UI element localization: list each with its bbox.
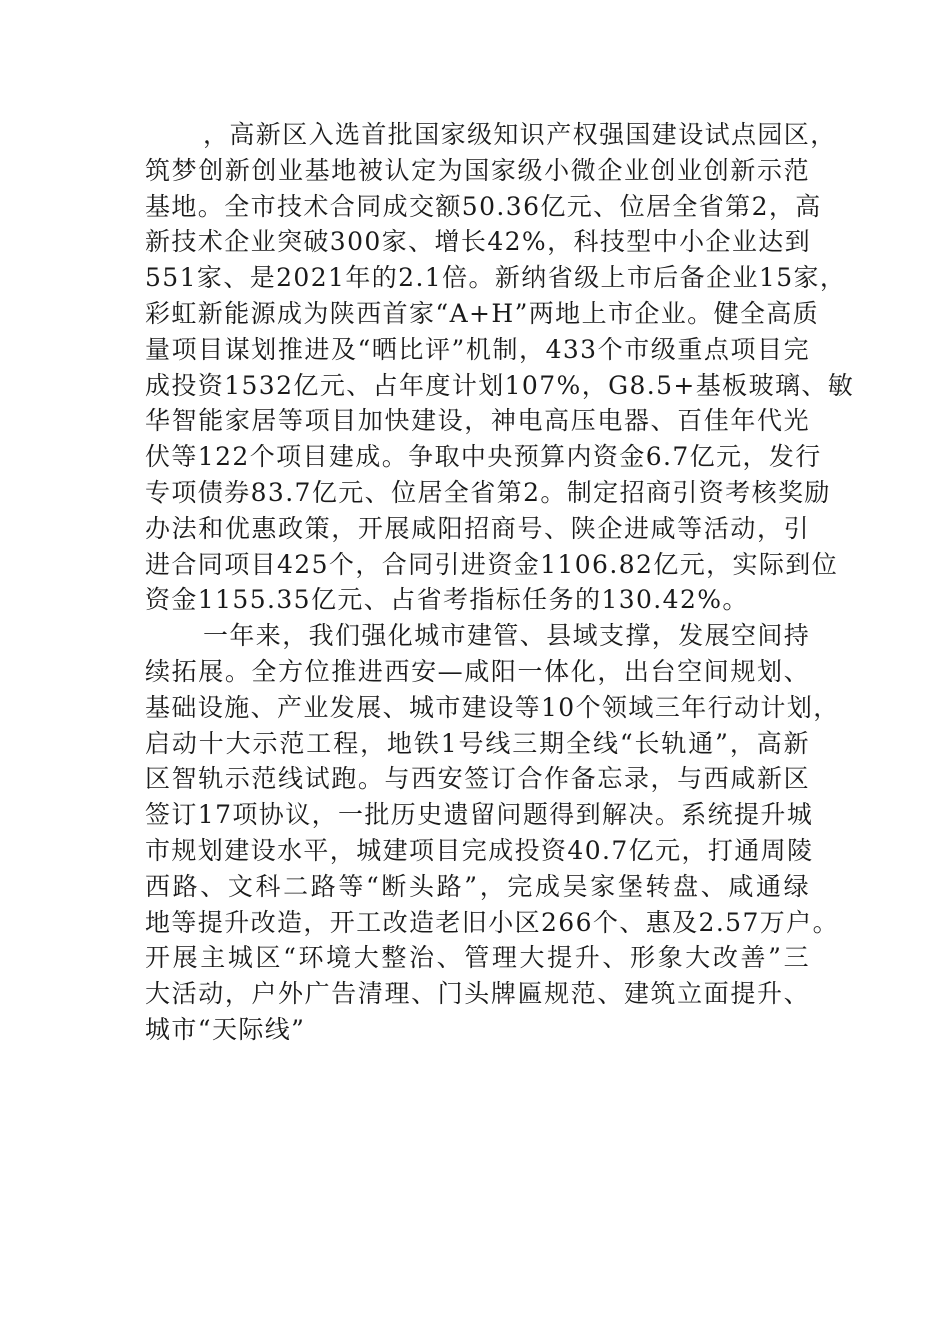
document-body xyxy=(145,117,855,1048)
text-line: 专项债券83.7亿元、位居全省第2。制定招商引资考核奖励 xyxy=(145,477,831,507)
paragraph-2 xyxy=(145,618,840,1048)
text-line: 开展主城区“环境大整治、管理大提升、形象大改善”三 xyxy=(145,943,810,973)
text-line: 区智轨示范线试跑。与西安签订合作备忘录，与西咸新区 xyxy=(145,764,810,794)
text-line: 地等提升改造，开工改造老旧小区266个、惠及2.57万户。 xyxy=(145,907,839,937)
text-line: 资金1155.35亿元、占省考指标任务的130.42%。 xyxy=(145,585,749,615)
text-line: 成投资1532亿元、占年度计划107%，G8.5+基板玻璃、敏 xyxy=(145,370,855,400)
text-line: ，高新区入选首批国家级知识产权强国建设试点园区， xyxy=(203,120,837,149)
text-line: 大活动，户外广告清理、门头牌匾规范、建筑立面提升、 xyxy=(145,979,810,1009)
text-line: 新技术企业突破300家、增长42%，科技型中小企业达到 xyxy=(145,227,812,257)
text-line: 签订17项协议，一批历史遗留问题得到解决。系统提升城 xyxy=(145,800,814,830)
text-line: 筑梦创新创业基地被认定为国家级小微企业创业创新示范 xyxy=(145,155,810,185)
text-line: 量项目谋划推进及“晒比评”机制，433个市级重点项目完 xyxy=(145,334,810,364)
text-line: 华智能家居等项目加快建设，神电高压电器、百佳年代光 xyxy=(145,406,810,436)
text-line: 彩虹新能源成为陕西首家“A+H”两地上市企业。健全高质 xyxy=(145,298,820,328)
text-line: 西路、文科二路等“断头路”，完成吴家堡转盘、咸通绿 xyxy=(145,871,810,901)
text-line: 伏等122个项目建成。争取中央预算内资金6.7亿元，发行 xyxy=(145,442,822,472)
text-line: 一年来，我们强化城市建管、县域支撑，发展空间持 xyxy=(203,621,811,651)
text-line: 市规划建设水平，城建项目完成投资40.7亿元，打通周陵 xyxy=(145,835,814,865)
text-line: 续拓展。全方位推进西安—咸阳一体化，出台空间规划、 xyxy=(145,656,810,686)
text-line: 城市“天际线” xyxy=(145,1014,306,1044)
text-line: 办法和优惠政策，开展咸阳招商号、陕企进咸等活动，引 xyxy=(145,513,810,543)
text-line: 551家、是2021年的2.1倍。新纳省级上市后备企业15家， xyxy=(145,263,847,293)
text-line: 进合同项目425个，合同引进资金1106.82亿元，实际到位 xyxy=(145,549,839,579)
text-line: 基础设施、产业发展、城市建设等10个领域三年行动计划， xyxy=(145,692,840,722)
text-line: 基地。全市技术合同成交额50.36亿元、位居全省第2，高 xyxy=(145,191,822,221)
text-line: 启动十大示范工程，地铁1号线三期全线“长轨通”，高新 xyxy=(145,728,810,758)
paragraph-1 xyxy=(145,117,855,618)
